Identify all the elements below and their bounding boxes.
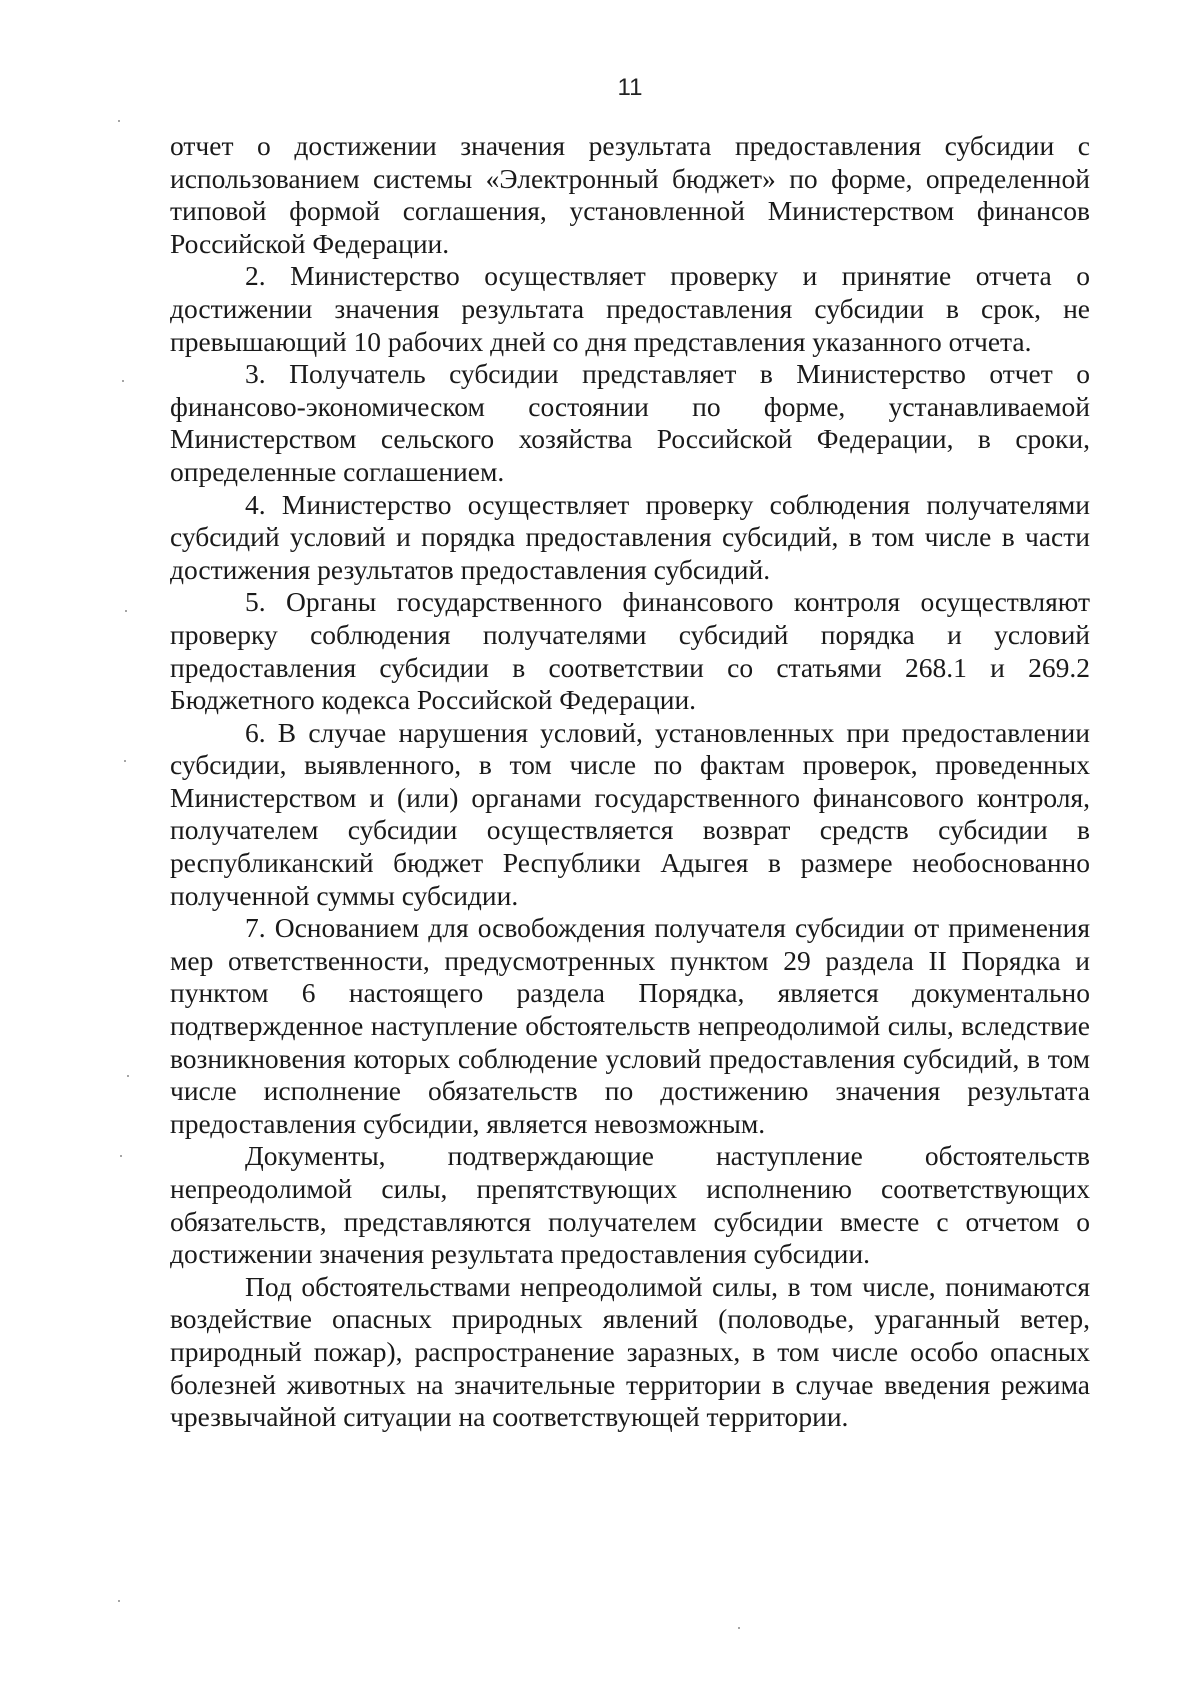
page-number: 11 [617, 74, 643, 101]
scan-speck [120, 1155, 122, 1157]
scan-speck [118, 1600, 120, 1602]
scan-speck [118, 120, 120, 122]
paragraph-item-2: 2. Министерство осуществляет проверку и принятие отчета о достижении значения результата предоставления субсидии в срок, не превышающий 10 рабочих дней со дня представления указанного отчета. [170, 260, 1090, 357]
document-body [170, 130, 1090, 1434]
paragraph-item-5: 5. Органы государственного финансового контроля осуществляют проверку соблюдения получателями субсидий порядка и условий предоставления субсидии в соответствии со статьями 268.1 и 269.2 Бюджетного кодекса Российской Федерации. [170, 586, 1090, 716]
paragraph-continuation: отчет о достижении значения результата предоставления субсидии с использованием системы «Электронный бюджет» по форме, определенной типовой формой соглашения, установленной Министерством финансов Российской Федерации. [170, 130, 1090, 259]
paragraph-item-6: 6. В случае нарушения условий, установленных при предоставлении субсидии, выявленного, в том числе по фактам проверок, проведенных Министерством и (или) органами государственного финансового контроля, получателем субсидии осуществляется возврат средств субсидии в республиканский бюджет Республики Адыгея в размере необоснованно полученной суммы субсидии. [170, 716, 1090, 911]
paragraph-item-4: 4. Министерство осуществляет проверку соблюдения получателями субсидий условий и порядка предоставления субсидий, в том числе в части достижения результатов предоставления субсидий. [170, 488, 1090, 585]
paragraph-item-3: 3. Получатель субсидии представляет в Министерство отчет о финансово-экономическом состоянии по форме, устанавливаемой Министерством сельского хозяйства Российской Федерации, в сроки, определенные соглашением. [170, 358, 1090, 487]
paragraph-documents: Документы, подтверждающие наступление обстоятельств непреодолимой силы, препятствующих исполнению соответствующих обязательств, представляются получателем субсидии вместе с отчетом о достижении значения результата предоставления субсидии. [170, 1140, 1090, 1270]
scan-speck [122, 380, 124, 382]
scan-speck [738, 1627, 740, 1629]
scan-speck [124, 760, 126, 762]
paragraph-force-majeure: Под обстоятельствами непреодолимой силы, в том числе, понимаются воздействие опасных природных явлений (половодье, ураганный ветер, природный пожар), распространение заразных, в том числе особо опасных болезней животных на значительные территории в случае введения режима чрезвычайной ситуации на соответствующей территории. [170, 1270, 1090, 1433]
paragraph-item-7: 7. Основанием для освобождения получателя субсидии от применения мер ответственности, предусмотренных пунктом 29 раздела II Порядка и пунктом 6 настоящего раздела Порядка, является документально подтвержденное наступление обстоятельств непреодолимой силы, вследствие возникновения которых соблюдение условий предоставления субсидий, в том числе исполнение обязательств по достижению значения результата предоставления субсидии, является невозможным. [170, 912, 1090, 1139]
scan-speck [125, 610, 127, 612]
scan-speck [127, 1075, 129, 1077]
